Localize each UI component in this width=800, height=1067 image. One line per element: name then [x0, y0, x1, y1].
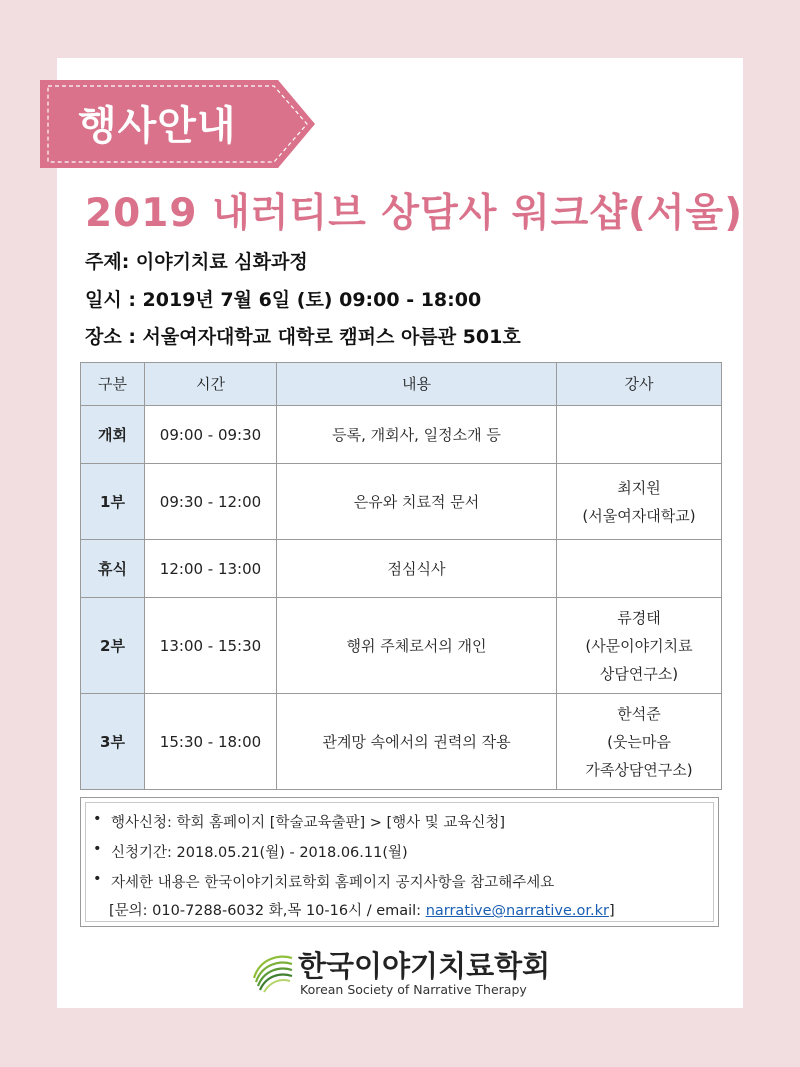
schedule-table — [80, 362, 722, 790]
info-date: 일시 : 2019년 7월 6일 (토) 09:00 - 18:00 — [85, 289, 482, 311]
table-row — [81, 598, 722, 694]
event-banner — [40, 80, 315, 168]
swirl-logo-icon — [250, 948, 296, 994]
row-time: 09:30 - 12:00 — [145, 464, 277, 540]
banner-label: 행사안내 — [78, 103, 237, 149]
speaker-line: 최지원 — [617, 478, 661, 497]
speaker-line: 한석준 — [617, 704, 661, 723]
speaker-line: (웃는마음 — [607, 732, 671, 751]
email-link[interactable]: narrative@narrative.or.kr — [425, 903, 609, 919]
row-content: 관계망 속에서의 권력의 작용 — [277, 694, 557, 790]
note-detail: • 자세한 내용은 한국이야기치료학회 홈페이지 공지사항을 참고해주세요 — [93, 871, 555, 891]
row-content: 등록, 개회사, 일정소개 등 — [277, 406, 557, 464]
row-time: 12:00 - 13:00 — [145, 540, 277, 598]
row-content: 행위 주체로서의 개인 — [277, 598, 557, 694]
society-name-en: Korean Society of Narrative Therapy — [300, 982, 527, 997]
contact-text: [문의: 010-7288-6032 화,목 10-16시 / email: — [109, 903, 426, 919]
row-speaker — [557, 464, 722, 540]
speaker-line: 류경태 — [617, 608, 661, 627]
row-time: 15:30 - 18:00 — [145, 694, 277, 790]
note-apply: • 행사신청: 학회 홈페이지 [학술교육출판] > [행사 및 교육신청] — [93, 811, 506, 831]
society-name-ko: 한국이야기치료학회 — [298, 949, 551, 983]
row-category: 휴식 — [81, 540, 145, 598]
speaker-line: 상담연구소) — [599, 664, 679, 683]
row-category: 3부 — [81, 694, 145, 790]
row-category: 개회 — [81, 406, 145, 464]
row-category: 1부 — [81, 464, 145, 540]
row-time: 13:00 - 15:30 — [145, 598, 277, 694]
bullet-icon: • — [93, 811, 102, 827]
table-row — [81, 540, 722, 598]
info-place: 장소 : 서울여자대학교 대학로 캠퍼스 아름관 501호 — [85, 326, 521, 348]
header-time: 시간 — [145, 363, 277, 406]
bullet-icon: • — [93, 841, 102, 857]
speaker-line: 가족상담연구소) — [585, 760, 693, 779]
header-speaker: 강사 — [557, 363, 722, 406]
table-row — [81, 406, 722, 464]
notes-box — [80, 797, 719, 927]
society-logo — [250, 942, 570, 1002]
note-period: • 신청기간: 2018.05.21(월) - 2018.06.11(월) — [93, 841, 408, 861]
row-content: 은유와 치료적 문서 — [277, 464, 557, 540]
speaker-line: (서울여자대학교) — [582, 506, 696, 525]
table-row — [81, 694, 722, 790]
row-time: 09:00 - 09:30 — [145, 406, 277, 464]
table-row — [81, 464, 722, 540]
header-content: 내용 — [277, 363, 557, 406]
row-content: 점심식사 — [277, 540, 557, 598]
info-topic: 주제: 이야기치료 심화과정 — [85, 251, 308, 273]
page-title: 2019 내러티브 상담사 워크샵(서울) — [85, 191, 744, 236]
row-speaker — [557, 406, 722, 464]
header-category: 구분 — [81, 363, 145, 406]
note-contact: [문의: 010-7288-6032 화,목 10-16시 / email: narrative@narrative.or.kr] — [109, 903, 615, 919]
speaker-line: (사문이야기치료 — [585, 636, 693, 655]
row-speaker — [557, 598, 722, 694]
table-header-row — [81, 363, 722, 406]
bullet-icon: • — [93, 871, 102, 887]
row-category: 2부 — [81, 598, 145, 694]
row-speaker — [557, 540, 722, 598]
row-speaker — [557, 694, 722, 790]
